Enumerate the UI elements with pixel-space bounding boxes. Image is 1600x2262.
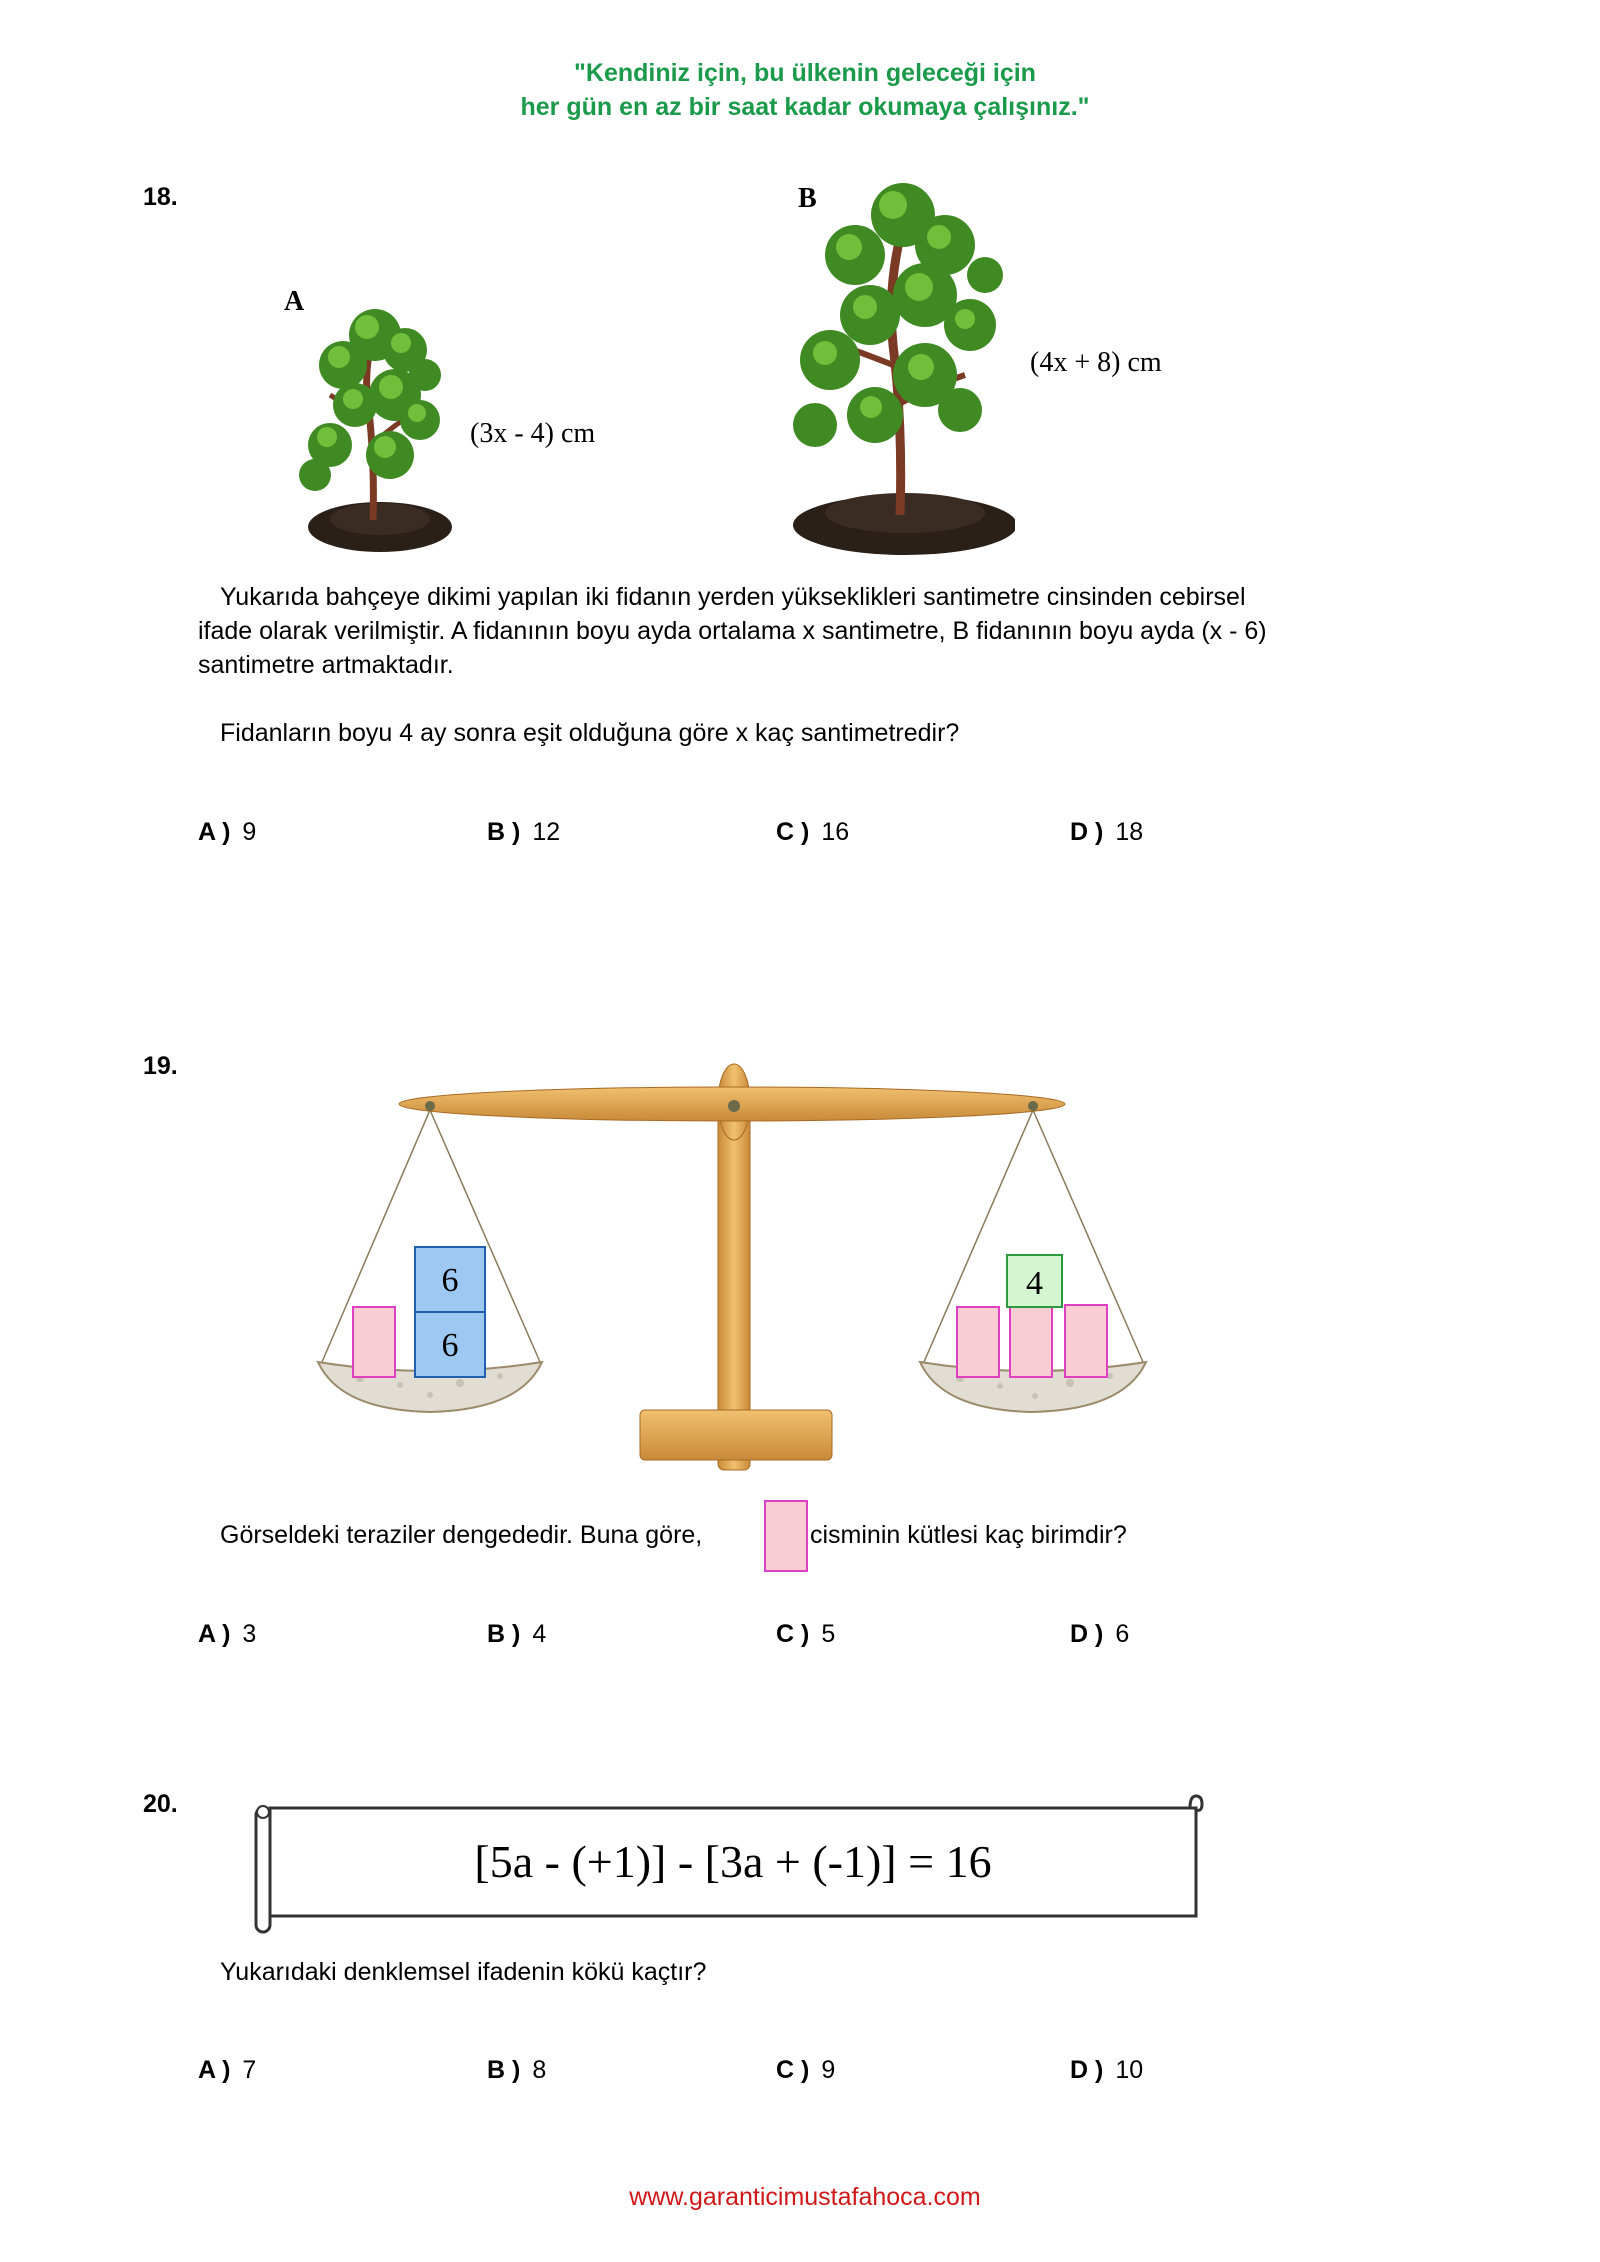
q20-option-a[interactable]: A ) 7 — [198, 2056, 257, 2084]
footer-url-link[interactable]: www.garanticimustafahoca.com — [629, 2183, 981, 2211]
plant-a-image — [295, 295, 455, 555]
q19-question-before: Görseldeki teraziler dengededir. Buna göre, — [220, 1521, 703, 1549]
q19-question-after: cisminin kütlesi kaç birimdir? — [810, 1521, 1127, 1549]
q20-option-c[interactable]: C ) 9 — [776, 2056, 836, 2084]
question-20-number: 20. — [143, 1790, 178, 1818]
q18-option-d[interactable]: D ) 18 — [1070, 818, 1144, 846]
q18-text-line-2: ifade olarak verilmiştir. A fidanının boyu ayda ortalama x santimetre, B fidanının boyu ayda (x - 6) — [198, 617, 1267, 645]
q18-option-b[interactable]: B ) 12 — [487, 818, 561, 846]
q20-question: Yukarıdaki denklemsel ifadenin kökü kaçtır? — [220, 1958, 707, 1986]
quote-line-1: "Kendiniz için, bu ülkenin geleceği için — [574, 59, 1036, 87]
q18-text-line-3: santimetre artmaktadır. — [198, 651, 454, 679]
header-quote — [0, 56, 1600, 124]
q19-option-c[interactable]: C ) 5 — [776, 1620, 836, 1648]
inline-pink-block-icon — [764, 1500, 808, 1572]
q19-option-a[interactable]: A ) 3 — [198, 1620, 257, 1648]
q20-option-d[interactable]: D ) 10 — [1070, 2056, 1144, 2084]
quote-line-2: her gün en az bir saat kadar okumaya çalışınız." — [520, 93, 1090, 121]
plant-a-height: (3x - 4) cm — [470, 418, 596, 449]
plant-a-label: A — [284, 286, 305, 317]
right-pink-block-1 — [957, 1307, 999, 1377]
q18-text-line-1: Yukarıda bahçeye dikimi yapılan iki fidanın yerden yükseklikleri santimetre cinsinden cebirsel — [220, 583, 1246, 611]
q18-option-a[interactable]: A ) 9 — [198, 818, 257, 846]
left-box-bottom-value: 6 — [441, 1327, 459, 1364]
right-pink-block-2 — [1010, 1307, 1052, 1377]
q18-option-c[interactable]: C ) 16 — [776, 818, 850, 846]
q18-question: Fidanların boyu 4 ay sonra eşit olduğuna göre x kaç santimetredir? — [220, 719, 960, 747]
left-pink-block — [353, 1307, 395, 1377]
q20-option-b[interactable]: B ) 8 — [487, 2056, 547, 2084]
question-19-number: 19. — [143, 1052, 178, 1080]
q19-option-d[interactable]: D ) 6 — [1070, 1620, 1130, 1648]
equation-text: [5a - (+1)] - [3a + (-1)] = 16 — [474, 1836, 992, 1887]
left-box-top-value: 6 — [441, 1262, 459, 1299]
balance-scale — [300, 1040, 1180, 1480]
plant-b-height: (4x + 8) cm — [1030, 347, 1162, 378]
right-box-value: 4 — [1026, 1265, 1043, 1302]
question-18-number: 18. — [143, 183, 178, 211]
q19-option-b[interactable]: B ) 4 — [487, 1620, 547, 1648]
plant-b-image — [775, 175, 1015, 555]
plant-b-label: B — [798, 183, 817, 214]
right-pink-block-3 — [1065, 1305, 1107, 1377]
